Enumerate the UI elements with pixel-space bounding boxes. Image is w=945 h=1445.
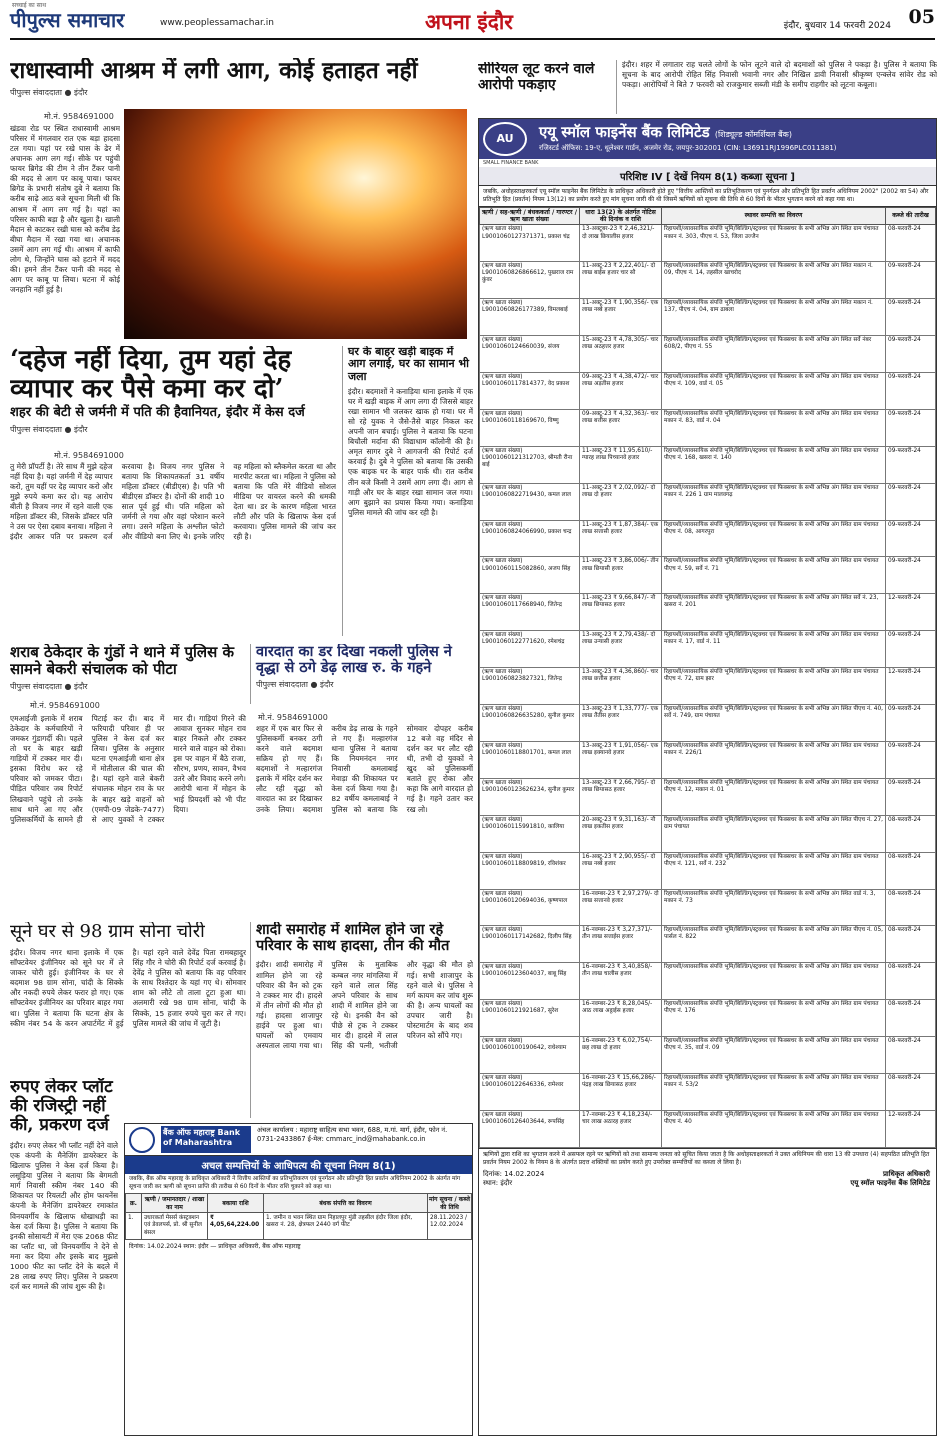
au-date: दिनांक: 14.02.2024	[483, 1170, 545, 1179]
au-cell-date: 09-फरवरी-24	[886, 778, 936, 815]
fire-byline: पीपुल्स संवाददाता ● इंदौर	[10, 87, 88, 97]
dowry-headline: ‘दहेज नहीं दिया, तुम यहां देह व्यापार कर पैसे कमा कर दो’	[10, 346, 292, 405]
au-cell-property: रिहायशी/व्यावसायिक संपत्ति भूमि/बिल्डिंग/स्ट्रक्चर एवं फिक्सचर के सभी अभिन्न अंग स्थित ग्राम पंचायत पीएच नं. 72, ग्राम झार	[662, 668, 886, 705]
newspaper-logo	[10, 2, 125, 33]
au-cell-date: 08-फरवरी-24	[886, 1000, 936, 1037]
fire-photo	[124, 109, 467, 339]
au-cell-property: रिहायशी/व्यावसायिक संपत्ति भूमि/बिल्डिंग/स्ट्रक्चर एवं फिक्सचर के सभी अभिन्न अंग स्थित मकान नं. 09, पीएच नं. 14, तहसील खाचरोद	[662, 262, 886, 299]
au-cell-date: 09-फरवरी-24	[886, 557, 936, 594]
bom-address: अंचल कार्यालय : महाराष्ट्र साहित्य सभा भवन, 688, म.गां. मार्ग, इंदौर, फोन नं. 0731-2433867 ई-मेल: cmmarc_ind@mahabank.co.in	[257, 1126, 448, 1143]
dowry-byline-place: इंदौर	[74, 424, 88, 434]
au-cell-loan: (ऋण खाता संख्या) L9001060126403644, रूपसिंह	[480, 1110, 580, 1147]
au-bank-notice	[478, 118, 937, 1436]
fire-contact: मो.नं. 9584691000	[44, 112, 114, 121]
au-cell-notice: 11-अक्टू-23 ₹ 2,22,401/- दो लाख बाईस हजार चार सौ	[580, 262, 662, 299]
fake-police-contact: मो.नं. 9584691000	[258, 713, 328, 722]
au-cell-date: 08-फरवरी-24	[886, 815, 936, 852]
bom-title: अचल सम्पत्तियों के आधिपत्य की सूचना नियम 8(1)	[125, 1156, 472, 1174]
bom-cell: उधारकर्ता मेसर्स कंस्ट्रक्शन एवं डेवलपर्स, प्रो. श्री सुनील बंसल	[142, 1213, 208, 1240]
au-table-row	[480, 741, 936, 778]
bom-th: मांग सूचना / कब्जे की तिथि	[428, 1194, 472, 1213]
au-th-notice: धारा 13(2) के अंतर्गत नोटिस की दिनांक व राशि	[580, 207, 662, 225]
au-cell-notice: 13-अक्टू-23 ₹ 1,91,056/- एक लाख इक्यानवे हजार	[580, 741, 662, 778]
au-cell-notice: 16-नवम्बर-23 ₹ 15,66,286/- पंद्रह लाख छियासठ हजार	[580, 1073, 662, 1110]
au-cell-loan: (ऋण खाता संख्या) L9001060826866612, पुखराज राम कुंवर	[480, 262, 580, 299]
robbery-body: इंदौर। शहर में लगातार राह चलते लोगों के फोन लूटने वाले दो बदमाशों को पुलिस ने पकड़ा है। पुलिस ने बताया कि सूचना के बाद आरोपी रोहित सिंह निवासी भवानी नगर और निखिल डावी निवासी श्रीकृष्ण एन्क्लेव सांवेर रोड को पकड़ा। आरोपियों ने बिते 7 फरवरी को राजकुमार सब्जी मंडी के समीप राहगीर को लूटना कबूला।	[616, 60, 937, 114]
au-cell-property: रिहायशी/व्यावसायिक संपत्ति भूमि/बिल्डिंग/स्ट्रक्चर एवं फिक्सचर के सभी अभिन्न अंग स्थित ग्राम पंचायत मकान नं. 303, पीएच नं. 53, जिला उज्जैन	[662, 225, 886, 262]
au-cell-date: 09-फरवरी-24	[886, 705, 936, 742]
au-cell-loan: (ऋण खाता संख्या) L9001060117668940, जितेन्द्र	[480, 594, 580, 631]
au-table-row	[480, 926, 936, 963]
au-cell-property: रिहायशी/व्यावसायिक संपत्ति भूमि/बिल्डिंग/स्ट्रक्चर एवं फिक्सचर के सभी अभिन्न अंग स्थित ग्राम पंचायत पीएच नं. 08, आगरपुरा	[662, 520, 886, 557]
bom-intro: जबकि, बैंक ऑफ महाराष्ट्र के प्राधिकृत अधिकारी ने वित्तीय आस्तियों का प्रतिभूतिकरण एवं पुनर्गठन और प्रतिभूति हित प्रवर्तन अधिनियम 2002 के अंतर्गत मांग सूचना जारी कर ऋणी को सूचना प्राप्ति की तारीख से 60 दिनों के भीतर राशि चुकाने को कहा था।	[129, 1176, 461, 1190]
au-table-row	[480, 668, 936, 705]
au-logo-subtitle: SMALL FINANCE BANK	[483, 160, 539, 166]
au-cell-loan: (ऋण खाता संख्या) L9001060100190642, राधेश्याम	[480, 1037, 580, 1074]
au-cell-date: 08-फरवरी-24	[886, 963, 936, 1000]
bakery-byline-reporter: पीपुल्स संवाददाता	[10, 681, 62, 691]
au-cell-property: रिहायशी/व्यावसायिक संपत्ति भूमि/बिल्डिंग/स्ट्रक्चर एवं फिक्सचर के सभी अभिन्न अंग स्थित ग्राम पंचायत पीएच नं. 121, सर्वे नं. 232	[662, 852, 886, 889]
au-table-row	[480, 299, 936, 336]
au-cell-property: रिहायशी/व्यावसायिक संपत्ति भूमि/बिल्डिंग/स्ट्रक्चर एवं फिक्सचर के सभी अभिन्न अंग स्थित पीएच नं. 05, पार्सल नं. 822	[662, 926, 886, 963]
au-cell-notice: 09-अक्टू-23 ₹ 4,32,363/- चार लाख बत्तीस हजार	[580, 409, 662, 446]
au-table-row	[480, 778, 936, 815]
au-cell-loan: (ऋण खाता संख्या) L9001060822719430, कमल लाल	[480, 483, 580, 520]
au-cell-notice: 13-अक्टू-23 ₹ 2,79,438/- दो लाख उन्यासी हजार	[580, 631, 662, 668]
au-cell-notice: 16-नवम्बर-23 ₹ 8,28,045/- आठ लाख अट्ठाईस हजार	[580, 1000, 662, 1037]
au-table-row	[480, 815, 936, 852]
bom-cell: 1.	[126, 1213, 142, 1240]
au-cell-date: 08-फरवरी-24	[886, 926, 936, 963]
au-signature-block	[479, 1168, 936, 1190]
wedding-headline: शादी समारोह में शामिल होने जा रहे परिवार के साथ हादसा, तीन की मौत	[256, 922, 450, 955]
au-cell-notice: 17-नवम्बर-23 ₹ 4,18,234/- चार लाख अठारह हजार	[580, 1110, 662, 1147]
au-cell-notice: 13-अक्टू-23 ₹ 1,33,777/- एक लाख तैंतीस हजार	[580, 705, 662, 742]
au-cell-property: रिहायशी/व्यावसायिक संपत्ति भूमि/बिल्डिंग/स्ट्रक्चर एवं फिक्सचर के सभी अभिन्न अंग स्थित सर्वे नं. 23, खसरा नं. 201	[662, 594, 886, 631]
page-number: 05	[908, 6, 935, 28]
au-table-row	[480, 409, 936, 446]
fire-body: खंडवा रोड पर स्थित राधास्वामी आश्रम परिसर में मंगलवार रात एक बड़ा हादसा टल गया। यहां पर रखे घास के ढेर में अचानक आग लग गई। सीके पर पहुंची फायर ब्रिगेड की टीम ने तीन टैंकर पानी की मदद से आग पर काबू पाया। फायर ब्रिगेड के प्रभारी संतोष दुबे ने बताया कि करीब साढ़े आठ बजे सूचना मिली थी कि आश्रम में आग लग गई है। यहां का परिसर काफी बड़ा है और खुला है। खाली मैदान से काटकर रखी घास को करीब डेढ़ बीघा मैदान में रखा गया था। अचानक उसमें आग लग गई थी। आश्रम में काफी लोग थे, जिन्होंने घास को हटाने में मदद की। हमने तीन टैंकर पानी की मदद से आग पर काबू पा लिया। घटना में कोई जनहानि नहीं हुई है।	[10, 124, 120, 294]
bom-cell: ₹ 4,05,64,224.00	[208, 1213, 264, 1240]
bom-footer: दिनांक: 14.02.2024 स्थान: इंदौर — प्राधिकृत अधिकारी, बैंक ऑफ महाराष्ट्र	[129, 1242, 301, 1250]
dowry-body: तु मेरी प्रॉपर्टी है। तेरे साथ मैं मुझे दहेज नहीं दिया है। यहां जर्मनी में देह व्यापार करो, तुम यहीं पर देह व्यापार करो और मुझे रुपये कमा कर दो। यह आरोप बीती है विजय नगर में रहने वाली एक महिला डॉक्टर की, जिसके डॉक्टर पति ने उस पर ऐसा दबाव बनाया। महिला ने इंदौर आकर पति पर प्रकरण दर्ज करवाया है। विजय नगर पुलिस ने बताया कि शिकायतकर्ता 31 वर्षीय महिला डॉक्टर (बीडीएस) है। पति भी बीडीएस डॉक्टर है। दोनों की शादी 10 साल पूर्व हुई थी। पति महिला को जर्मनी ले गया और वहां परेशान करने लगा। उसने महिला के अश्लील फोटो और वीडियो बना लिए थे। इनके जरिए वह महिला को ब्लैकमेल करता था और मारपीट करता था। महिला ने पुलिस को बताया कि पति मेरे वीडियो सोशल मीडिया पर वायरल करने की धमकी देता था। डर के कारण महिला भारत लौटी और पति के खिलाफ केस दर्ज करवाया। पुलिस मामले की जांच कर रही है।	[10, 462, 336, 542]
bom-header	[125, 1124, 472, 1156]
fake-police-article-header	[250, 644, 473, 704]
bom-th: क्र.	[126, 1194, 142, 1213]
au-table-row	[480, 631, 936, 668]
au-cell-date: 12-फरवरी-24	[886, 594, 936, 631]
au-cell-property: रिहायशी/व्यावसायिक संपत्ति भूमि/बिल्डिंग/स्ट्रक्चर एवं फिक्सचर के सभी अभिन्न अंग स्थित पीएच नं. 40, सर्वे नं. 749, ग्राम पंचायत	[662, 705, 886, 742]
robbery-article	[478, 62, 610, 112]
au-table-row	[480, 262, 936, 299]
au-cell-loan: (ऋण खाता संख्या) L9001060118809819, रविशंकर	[480, 852, 580, 889]
bom-table	[125, 1193, 472, 1240]
au-cell-property: रिहायशी/व्यावसायिक संपत्ति भूमि/बिल्डिंग/स्ट्रक्चर एवं फिक्सचर के सभी अभिन्न अंग स्थित पीएच नं. 27, ग्राम पंचायत	[662, 815, 886, 852]
au-cell-date: 08-फरवरी-24	[886, 1037, 936, 1074]
au-logo-icon: AU	[483, 122, 527, 156]
tagline: सच्चाई का साथ	[12, 2, 47, 9]
au-table-row	[480, 373, 936, 410]
gold-body: इंदौर। विजय नगर थाना इलाके में एक सॉफ्टवेयर इंजीनियर को सूने घर में ले जाकर चोरी हुई। इंजीनियर के घर से बदमाश 98 ग्राम सोना, चांदी के सिक्के और नकदी रुपये लेकर फरार हो गए। एक सॉफ्टवेयर इंजीनियर का परिवार बाहर गया था। पुलिस ने बताया कि घटना क्षेत्र के स्कीम नंबर 54 के करन अपार्टमेंट में हुई है। यहां रहने वाले देवेंद्र पिता रामबहादुर सिंह गौर ने चोरी की रिपोर्ट दर्ज करवाई है। देवेंद्र ने पुलिस को बताया कि वह परिवार के साथ रिश्तेदार के यहां गए थे। सोमवार शाम को लौटे तो ताला टूटा हुआ था। अलमारी रखे 98 ग्राम सोना, चांदी के सिक्के, 15 हजार रुपये चुरा कर ले गए। पुलिस मामले की जांच में जुटी है।	[10, 948, 246, 1028]
au-table-row	[480, 1073, 936, 1110]
au-table-row	[480, 594, 936, 631]
au-intro: जबकि, अधोहस्ताक्षरकर्ता एयू स्मॉल फाइनेंस बैंक लिमिटेड के प्राधिकृत अधिकारी होते हुए "वित्तीय आस्तियों का प्रतिभूतिकरण एवं पुनर्गठन और प्रतिभूति हित प्रवर्तन अधिनियम 2002" (2002 का 54) और प्रतिभूति हित (प्रवर्तन) नियम 13(12) का प्रयोग करते हुए मांग सूचना जारी की थी जिसमें ऋणियों को सूचना की तिथि से 60 दिनों के भीतर भुगतान करने को कहा गया था।	[479, 186, 936, 207]
au-cell-notice: 11-अक्टू-23 ₹ 1,87,384/- एक लाख सत्तासी हजार	[580, 520, 662, 557]
au-cell-date: 09-फरवरी-24	[886, 446, 936, 483]
au-signatory-title: प्राधिकृत अधिकारी	[882, 1170, 930, 1179]
bom-th: ऋणी / जमानतदार / शाखा का नाम	[142, 1194, 208, 1213]
fake-police-headline: वारदात का डर दिखा नकली पुलिस ने वृद्धा से ठगे डेढ़ लाख रु. के गहने	[256, 644, 452, 677]
bike-fire-headline: घर के बाहर खड़ी बाइक में आग लगाई, घर का सामान भी जला	[348, 346, 470, 383]
fire-article-header	[10, 58, 472, 108]
plot-headline: रुपए लेकर प्लॉट की रजिस्ट्री नहीं की, प्रकरण दर्ज	[10, 1078, 113, 1136]
au-cell-property: रिहायशी/व्यावसायिक संपत्ति भूमि/बिल्डिंग/स्ट्रक्चर एवं फिक्सचर के सभी अभिन्न अंग स्थित सर्वे नंबर 608/2, पीएच नं. 55	[662, 336, 886, 373]
bakery-byline: पीपुल्स संवाददाता ● इंदौर	[10, 681, 88, 691]
au-cell-notice: 13-अक्टूबर-23 ₹ 2,46,321/- दो लाख छियालीस हजार	[580, 225, 662, 262]
au-table-row	[480, 225, 936, 262]
au-bank-name-text: एयू स्मॉल फाइनेंस बैंक लिमिटेड	[539, 123, 710, 141]
plot-article	[10, 1078, 118, 1436]
au-cell-loan: (ऋण खाता संख्या) L9001060117814377, वेद प्रकाश	[480, 373, 580, 410]
au-footer: ऋणियों द्वारा राशि का भुगतान करने में असफल रहने पर ऋणियों को तथा सामान्य जनता को सूचित किया जाता है कि अधोहस्ताक्षरकर्ता ने उक्त अधिनियम की धारा 13 की उपधारा (4) सहपठित प्रतिभूति हित प्रवर्तन नियम 2002 के नियम 8 के अंतर्गत प्रदत्त शक्तियों का प्रयोग करते हुए उपरोक्त सम्पत्तियों का कब्जा ले लिया है।	[479, 1148, 936, 1169]
au-cell-date: 09-फरवरी-24	[886, 741, 936, 778]
au-cell-property: रिहायशी/व्यावसायिक संपत्ति भूमि/बिल्डिंग/स्ट्रक्चर एवं फिक्सचर के सभी अभिन्न अंग स्थित ग्राम पंचायत	[662, 963, 886, 1000]
au-th-date: कब्जे की तारीख	[886, 207, 936, 225]
au-cell-loan: (ऋण खाता संख्या) L9001060123604037, बाबू सिंह	[480, 963, 580, 1000]
au-cell-property: रिहायशी/व्यावसायिक संपत्ति भूमि/बिल्डिंग/स्ट्रक्चर एवं फिक्सचर के सभी अभिन्न अंग स्थित ग्राम पंचायत मकान नं. 53/2	[662, 1073, 886, 1110]
au-signatory	[850, 1170, 930, 1188]
bakery-article-header	[10, 644, 246, 704]
section-title: अपना इंदौर	[425, 9, 513, 34]
au-cell-notice: 13-अक्टू-23 ₹ 2,66,795/- दो लाख छियासठ हजार	[580, 778, 662, 815]
robbery-headline: सीरियल लूट करने वाले आरोपी पकड़ाए	[478, 62, 595, 93]
au-possession-table	[479, 207, 936, 1148]
au-table-row	[480, 336, 936, 373]
au-cell-notice: 16-नवम्बर-23 ₹ 2,97,279/- दो लाख सत्तानवे हजार	[580, 889, 662, 926]
au-cell-loan: (ऋण खाता संख्या) L9001060115991810, कालिया	[480, 815, 580, 852]
au-table-row	[480, 889, 936, 926]
au-cell-date: 09-फरवरी-24	[886, 262, 936, 299]
au-table-row	[480, 1110, 936, 1147]
au-cell-property: रिहायशी/व्यावसायिक संपत्ति भूमि/बिल्डिंग/स्ट्रक्चर एवं फिक्सचर के सभी अभिन्न अंग स्थित ग्राम पंचायत पीएच नं. 176	[662, 1000, 886, 1037]
au-cell-property: रिहायशी/व्यावसायिक संपत्ति भूमि/बिल्डिंग/स्ट्रक्चर एवं फिक्सचर के सभी अभिन्न अंग स्थित ग्राम पंचायत पीएच नं. 35, वार्ड नं. 09	[662, 1037, 886, 1074]
au-cell-loan: (ऋण खाता संख्या) L9001060826635280, सुनील कुमार	[480, 705, 580, 742]
dowry-article-header	[10, 346, 336, 446]
bike-fire-body: इंदौर। बदमाशों ने कनाड़िया थाना इलाके में एक घर में खड़ी बाइक में आग लगा दी जिससे बाहर रखा सामान भी जलकर खाक हो गया। घर में सो रहे युवक ने जैसे-तैसे बाहर निकल कर अपनी जान बचाई। पुलिस ने बताया कि घटना बिचौली मर्दाना की विद्याधाम कॉलोनी की है। अमृत सागर दुबे ने आगजनी की रिपोर्ट दर्ज करवाई है। दुबे ने पुलिस को बताया कि उसकी एक बाइक घर के बाहर पार्क थी। रात करीब तीन बजे किसी ने उसमें आग लगा दी। आग से गाड़ी और घर के बाहर रखा सामान जल गया। आग बुझाने का प्रयास किया गया। कनाड़िया पुलिस मामले की जांच कर रही है।	[348, 386, 473, 517]
au-cell-notice: 11-अक्टू-23 ₹ 2,02,092/- दो लाख दो हजार	[580, 483, 662, 520]
bom-cell: 28.11.2023 / 12.02.2024	[428, 1213, 472, 1240]
au-cell-loan: (ऋण खाता संख्या) L9001060121312703, श्रीमती रीना बाई	[480, 446, 580, 483]
au-registered-office: रजिस्टर्ड ऑफिस: 19-ए, धूलेश्वर गार्डन, अजमेर रोड, जयपुर-302001 (CIN: L36911RJ1996PLC011381)	[539, 144, 837, 152]
au-cell-notice: 15-अक्टू-23 ₹ 4,78,305/- चार लाख अठहत्तर हजार	[580, 336, 662, 373]
au-cell-loan: (ऋण खाता संख्या) L9001060127371371, प्रकाश चंद्र	[480, 225, 580, 262]
wedding-article	[250, 922, 473, 1118]
fake-police-byline: पीपुल्स संवाददाता ● इंदौर	[256, 680, 334, 690]
dowry-subhead: शहर की बेटी से जर्मनी में पति की हैवानियत, इंदौर में केस दर्ज	[10, 405, 305, 421]
au-cell-notice: 09-अक्टू-23 ₹ 4,38,472/- चार लाख अड़तीस हजार	[580, 373, 662, 410]
fire-byline-reporter: पीपुल्स संवाददाता	[10, 87, 62, 97]
bakery-byline-place: इंदौर	[74, 681, 88, 691]
au-table-row	[480, 483, 936, 520]
au-table-row	[480, 520, 936, 557]
au-cell-property: रिहायशी/व्यावसायिक संपत्ति भूमि/बिल्डिंग/स्ट्रक्चर एवं फिक्सचर के सभी अभिन्न अंग स्थित ग्राम पंचायत पीएच नं. 109, वार्ड नं. 05	[662, 373, 886, 410]
au-table-row	[480, 705, 936, 742]
au-cell-property: रिहायशी/व्यावसायिक संपत्ति भूमि/बिल्डिंग/स्ट्रक्चर एवं फिक्सचर के सभी अभिन्न अंग स्थित ग्राम पंचायत मकान नं. 83, वार्ड नं. 04	[662, 409, 886, 446]
au-cell-notice: 13-अक्टू-23 ₹ 4,36,860/- चार लाख छत्तीस हजार	[580, 668, 662, 705]
au-cell-loan: (ऋण खाता संख्या) L9001060122771620, रमेशचंद्र	[480, 631, 580, 668]
au-cell-date: 09-फरवरी-24	[886, 409, 936, 446]
fake-police-byline-reporter: पीपुल्स संवाददाता	[256, 680, 308, 690]
au-table-row	[480, 1037, 936, 1074]
au-cell-property: रिहायशी/व्यावसायिक संपत्ति भूमि/बिल्डिंग/स्ट्रक्चर एवं फिक्सचर के सभी अभिन्न अंग स्थित ग्राम पंचायत मकान नं. 226 1 ग्राम मालवगढ़	[662, 483, 886, 520]
bom-table-header	[126, 1194, 472, 1213]
au-table-row	[480, 446, 936, 483]
au-cell-notice: 16-नवम्बर-23 ₹ 3,27,371/- तीन लाख सत्ताईस हजार	[580, 926, 662, 963]
au-bank-name-suffix: (शिड्यूल्ड कॉमर्शियल बैंक)	[714, 130, 792, 139]
au-cell-loan: (ऋण खाता संख्या) L9001060118169670, विष्णु	[480, 409, 580, 446]
au-table-row	[480, 1000, 936, 1037]
au-cell-date: 09-फरवरी-24	[886, 520, 936, 557]
au-cell-loan: (ऋण खाता संख्या) L9001060826177389, विमलबाई	[480, 299, 580, 336]
bike-fire-article	[342, 346, 473, 636]
wedding-body: इंदौर। शादी समारोह में शामिल होने जा रहे परिवार की वैन को ट्रक ने टक्कर मार दी। हादसे में तीन लोगों की मौत हो गई। हादसा शाजापुर हाईवे पर हुआ था। घायलों को एमवाय अस्पताल लाया गया था। पुलिस के मुताबिक कम्बल नगर मांगलिया में रहने वाले लाल सिंह अपने परिवार के साथ शादी में शामिल होने जा रहे थे। इनकी वैन को पीछे से ट्रक ने टक्कर मार दी। हादसे में लाल सिंह की पत्नी, भतीजी और वृद्धा की मौत हो गई। सभी शाजापुर के रहने वाले थे। पुलिस ने मर्ग कायम कर जांच शुरू की है। अन्य घायलों का उपचार जारी है। पोस्टमार्टम के बाद शव परिजन को सौंपे गए।	[256, 960, 473, 1050]
au-cell-loan: (ऋण खाता संख्या) L9001060115082860, अजय सिंह	[480, 557, 580, 594]
fire-headline: राधास्वामी आश्रम में लगी आग, कोई हताहत नहीं	[10, 58, 418, 84]
au-cell-property: रिहायशी/व्यावसायिक संपत्ति भूमि/बिल्डिंग/स्ट्रक्चर एवं फिक्सचर के सभी अभिन्न अंग स्थित ग्राम पंचायत पीएच नं. 168, खसरा नं. 140	[662, 446, 886, 483]
au-cell-property: रिहायशी/व्यावसायिक संपत्ति भूमि/बिल्डिंग/स्ट्रक्चर एवं फिक्सचर के सभी अभिन्न अंग स्थित मकान नं. 137, पीएच नं. 04, ग्राम ढाबला	[662, 299, 886, 336]
au-cell-notice: 16-नवम्बर-23 ₹ 6,02,754/- छह लाख दो हजार	[580, 1037, 662, 1074]
fire-byline-place: इंदौर	[74, 87, 88, 97]
au-table-row	[480, 557, 936, 594]
au-header	[479, 119, 936, 159]
au-cell-loan: (ऋण खाता संख्या) L9001060124660039, संजय	[480, 336, 580, 373]
au-cell-date: 08-फरवरी-24	[886, 889, 936, 926]
au-cell-date: 08-फरवरी-24	[886, 1073, 936, 1110]
au-cell-loan: (ऋण खाता संख्या) L9001060117142682, दिलीप सिंह	[480, 926, 580, 963]
au-cell-loan: (ऋण खाता संख्या) L9001060118801701, कमल लाल	[480, 741, 580, 778]
au-cell-notice: 11-अक्टू-23 ₹ 1,90,356/- एक लाख नब्बे हजार	[580, 299, 662, 336]
bom-th: बंधक संपत्ति का विवरण	[264, 1194, 428, 1213]
bom-cell: 1. जमीन व भवन स्थित ग्राम निहालपुर मुंडी तहसील इंदौर जिला इंदौर, खसरा नं. 28, क्षेत्रफल 2440 वर्ग फीट	[264, 1213, 428, 1240]
bom-name: बैंक ऑफ महाराष्ट्र Bank of Maharashtra	[161, 1126, 251, 1153]
au-cell-loan: (ऋण खाता संख्या) L9001060823827321, जितेन्द्र	[480, 668, 580, 705]
bank-of-maharashtra-notice	[124, 1123, 473, 1436]
au-cell-loan: (ऋण खाता संख्या) L9001060123626234, सुनील कुमार	[480, 778, 580, 815]
au-cell-date: 12-फरवरी-24	[886, 668, 936, 705]
au-cell-loan: (ऋण खाता संख्या) L9001060121921687, सुरेश	[480, 1000, 580, 1037]
plot-body: इंदौर। रुपए लेकर भी प्लॉट नहीं देने वाले एक कंपनी के मैनेजिंग डायरेक्टर के खिलाफ पुलिस ने केस दर्ज किया है। लसूड़िया पुलिस ने बताया कि बेगमती मार्ग निवासी स्कीम नंबर 140 की शिकायत पर रियलटी और होम फायनेंस कंपनी के मैनेजिंग डायरेक्टर रमाकांत विनयवर्गीय के खिलाफ धोखाधड़ी का केस दर्ज किया है। पुलिस ने बताया कि इनकी सोसायटी में मेरा एक 2068 फीट का प्लॉट था, जो विनयवर्गीय ने देने से मना कर दिया और इसके बाद मुझसे 1000 फीट का प्लॉट देने के बदले में 28 लाख रुपए लिए। पुलिस ने प्रकरण दर्ज कर मामले की जांच शुरू की है।	[10, 1141, 118, 1291]
au-cell-date: 09-फरवरी-24	[886, 299, 936, 336]
au-cell-date: 08-फरवरी-24	[886, 225, 936, 262]
dowry-byline: पीपुल्स संवाददाता ● इंदौर	[10, 424, 88, 434]
au-cell-date: 09-फरवरी-24	[886, 336, 936, 373]
au-cell-property: रिहायशी/व्यावसायिक संपत्ति भूमि/बिल्डिंग/स्ट्रक्चर एवं फिक्सचर के सभी अभिन्न अंग स्थित वार्ड नं. 3, मकान नं. 73	[662, 889, 886, 926]
bakery-contact: मो.नं. 9584691000	[30, 701, 100, 710]
masthead	[10, 2, 935, 40]
bakery-body: एमआईजी इलाके में शराब ठेकेदार के कर्मचारियों ने जमकर गुंडागर्दी की। पहले तो घर के बाहर खड़ी गाड़ियों में टक्कर मार दी। इसका विरोध कर रहे परिवार को जमकर पीटा। पीड़ित परिवार जब रिपोर्ट लिखवाने पहुंचे तो उनके साथ थाने आ गए और पुलिसकर्मियों के सामने ही पिटाई कर दी। बाद में फरियादी परिवार ही पर पुलिस ने केस दर्ज कर लिया। पुलिस के अनुसार घटना एमआईजी थाना क्षेत्र में मोतीलाल की चाल की है। यहां रहने वाले बेकरी संचालक मोहन राव के घर के बाहर खड़े वाहनों को (एमपी-09 जेडके-7477) से आए युवकों ने टक्कर मार दी। गाड़ियां गिरने की आवाज सुनकर मोहन राव बाहर निकले और टक्कर मारने वाले वाहन को रोका। इस पर वाहन में बैठे राजा, सौरभ, प्रणय, सावन, वैभव उतरे और विवाद करने लगे। आरोपी थाना में मोहन के भाई प्रियदर्शी को भी पीट दिया।	[10, 714, 246, 824]
au-cell-date: 12-फरवरी-24	[886, 1110, 936, 1147]
au-cell-date: 09-फरवरी-24	[886, 631, 936, 668]
dowry-contact: मो.नं. 9584691000	[54, 451, 124, 460]
bom-logo-icon	[129, 1127, 155, 1153]
au-cell-notice: 11-अक्टू-23 ₹ 9,66,847/- नौ लाख छियासठ हजार	[580, 594, 662, 631]
au-cell-date: 08-फरवरी-24	[886, 852, 936, 889]
brand-name: पीपुल्स समाचार	[10, 8, 125, 32]
au-cell-notice: 16-नवम्बर-23 ₹ 3,40,858/- तीन लाख चालीस हजार	[580, 963, 662, 1000]
au-cell-property: रिहायशी/व्यावसायिक संपत्ति भूमि/बिल्डिंग/स्ट्रक्चर एवं फिक्सचर के सभी अभिन्न अंग स्थित ग्राम पंचायत पीएच नं. 40	[662, 1110, 886, 1147]
fake-police-byline-place: इंदौर	[320, 680, 334, 690]
au-cell-date: 09-फरवरी-24	[886, 373, 936, 410]
au-cell-property: रिहायशी/व्यावसायिक संपत्ति भूमि/बिल्डिंग/स्ट्रक्चर एवं फिक्सचर के सभी अभिन्न अंग स्थित ग्राम पंचायत मकान नं. 17, वार्ड नं. 11	[662, 631, 886, 668]
fake-police-body: शहर में एक बार फिर से पुलिसकर्मी बनकर ठगी करने वाले बदमाश सक्रिय हो गए हैं। बदमाशों ने मल्हारगंज इलाके में मंदिर दर्शन कर लौट रही वृद्धा को वारदात का डर दिखाकर उनके लिया। बदमाश करीब डेढ़ लाख के गहने ले गए हैं। मल्हारगंज थाना पुलिस ने बताया कि नियमनंदन नगर निवासी कमलाबाई मेवाड़ा की शिकायत पर केस दर्ज किया गया है। 82 वर्षीय कमलाबाई ने पुलिस को बताया कि सोमवार दोपहर करीब 12 बजे वह मंदिर से दर्शन कर घर लौट रही थी, तभी दो युवकों ने खुद को पुलिसकर्मी बताते हुए रोका और कहा कि आगे वारदात हो गई है। गहने उतार कर रख लो।	[256, 724, 473, 814]
au-cell-property: रिहायशी/व्यावसायिक संपत्ति भूमि/बिल्डिंग/स्ट्रक्चर एवं फिक्सचर के सभी अभिन्न अंग स्थित ग्राम पंचायत मकान नं. 226/1	[662, 741, 886, 778]
au-cell-date: 09-फरवरी-24	[886, 483, 936, 520]
au-cell-notice: 11-अक्टू-23 ₹ 3,86,006/- तीन लाख छियासी हजार	[580, 557, 662, 594]
au-place: स्थान: इंदौर	[483, 1179, 513, 1188]
bom-th: बकाया राशि	[208, 1194, 264, 1213]
dateline: इंदौर, बुधवार 14 फरवरी 2024	[783, 21, 891, 31]
au-notice-title: परिशिष्ट IV [ देखें नियम 8(1) कब्जा सूचना ]	[479, 167, 936, 186]
au-th-property: स्थावर सम्पत्ति का विवरण	[662, 207, 886, 225]
dowry-byline-reporter: पीपुल्स संवाददाता	[10, 424, 62, 434]
au-table-header	[480, 207, 936, 225]
au-table-body	[480, 225, 936, 1147]
bom-table-row	[126, 1213, 472, 1240]
au-th-borrower: ऋणी / सह-ऋणी / बंधककर्ता / गारण्टर / ऋण खाता संख्या	[480, 207, 580, 225]
au-cell-property: रिहायशी/व्यावसायिक संपत्ति भूमि/बिल्डिंग/स्ट्रक्चर एवं फिक्सचर के सभी अभिन्न अंग स्थित ग्राम पंचायत पीएच नं. 59, सर्वे नं. 71	[662, 557, 886, 594]
au-cell-loan: (ऋण खाता संख्या) L9001060120694036, कृष्णपाल	[480, 889, 580, 926]
gold-headline: सूने घर से 98 ग्राम सोना चोरी	[10, 922, 205, 942]
gold-article	[10, 922, 246, 1072]
website: www.peoplessamachar.in	[160, 18, 274, 28]
bakery-headline: शराब ठेकेदार के गुंडों ने थाने में पुलिस के सामने बेकरी संचालक को पीटा	[10, 644, 234, 678]
au-cell-notice: 11-अक्टू-23 ₹ 11,95,610/- ग्यारह लाख पिच्यानवे हजार	[580, 446, 662, 483]
au-bank-name	[539, 122, 792, 142]
au-cell-property: रिहायशी/व्यावसायिक संपत्ति भूमि/बिल्डिंग/स्ट्रक्चर एवं फिक्सचर के सभी अभिन्न अंग स्थित ग्राम पंचायत पीएच नं. 12, मकान नं. 01	[662, 778, 886, 815]
au-table-row	[480, 852, 936, 889]
au-signatory-org: एयू स्मॉल फाइनेंस बैंक लिमिटेड	[850, 1179, 930, 1188]
au-cell-notice: 16-अक्टू-23 ₹ 2,90,955/- दो लाख नब्बे हजार	[580, 852, 662, 889]
au-table-row	[480, 963, 936, 1000]
au-cell-loan: (ऋण खाता संख्या) L9001060122646336, रामेश्वर	[480, 1073, 580, 1110]
au-cell-notice: 20-अक्टू-23 ₹ 9,31,163/- नौ लाख इकतीस हजार	[580, 815, 662, 852]
au-cell-loan: (ऋण खाता संख्या) L9001060824066990, प्रकाश चन्द्र	[480, 520, 580, 557]
